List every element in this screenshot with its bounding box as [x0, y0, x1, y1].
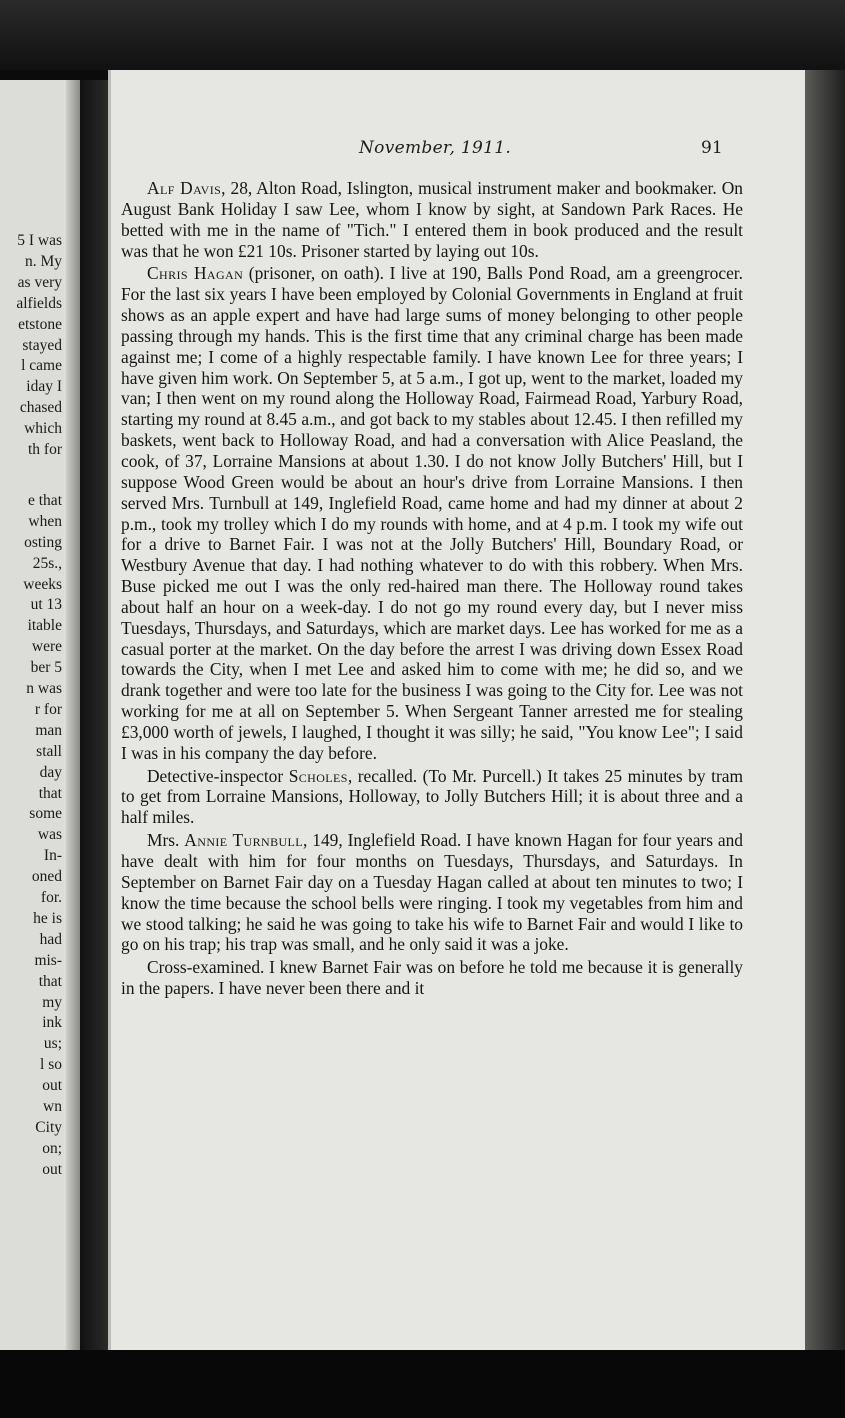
facing-page-fragment: wn [43, 1098, 62, 1115]
facing-page-left [0, 80, 80, 1350]
facing-page-fragment: ut 13 [30, 596, 62, 614]
facing-page-fragment: r for [34, 700, 62, 718]
facing-page-fragment: In- [43, 847, 62, 865]
page-header [111, 138, 813, 162]
facing-page-fragment: mis- [34, 951, 62, 969]
witness-prefix: Mrs. [147, 830, 185, 851]
facing-page-fragment: that [38, 784, 62, 802]
page-body [121, 178, 743, 999]
facing-page-fragment: n was [26, 680, 62, 697]
facing-page-fragment: were [31, 638, 62, 656]
witness-name: Alf Davis [147, 178, 222, 198]
facing-page-fragment: oned [31, 868, 62, 886]
facing-page-fragment: ink [42, 1014, 62, 1032]
facing-page-fragment: on; [42, 1139, 62, 1157]
paragraph-cross-examined [121, 957, 743, 999]
witness-name: Scholes [288, 765, 348, 786]
facing-page-fragment: for. [40, 889, 62, 906]
facing-page-fragment: e that [28, 491, 62, 509]
facing-page-fragment: stall [36, 742, 62, 760]
facing-page-fragment: stayed [22, 336, 62, 354]
facing-page-fragment: that [38, 972, 62, 990]
facing-page-fragment: l came [21, 357, 62, 375]
facing-page-fragment: he is [33, 909, 62, 927]
facing-page-fragment: day [39, 763, 62, 781]
book-gutter [80, 80, 110, 1350]
facing-page-fragment: itable [27, 617, 62, 635]
facing-page-fragment: had [39, 930, 62, 948]
paragraph-text: , 149, Inglefield Road. I have known Hagan for four years and have dealt with him for four months on Tuesdays, Thursdays, and Saturdays. In September on Barnet Fair day on a Tuesday Hagan called at about ten minutes to two; I know the time because the school bells were ringing. I took my vegetables from him and we stood talking; he said he was going to take his wife to Barnet Fair and would I like to go on his trap; his trap was small, and he only said it was a joke. [121, 830, 743, 955]
facing-page-fragment: weeks [23, 575, 62, 593]
facing-page-fragment: my [42, 993, 62, 1011]
paragraph-chris-hagan [121, 263, 743, 763]
paragraph-text: (prisoner, on oath). I live at 190, Balls Pond Road, am a greengrocer. For the last six years I have been employed by Colonial Governments in England at fruit shows as an apple expert and have had large sums of money belonging to other people passing through my hands. This is the first time that any criminal charge has been made against me; I come of a highly respectable family. I have known Lee for three years; I have given him work. On September 5, at 5 a.m., I got up, went to the market, loaded my van; I then went on my round along the Holloway Road, Fairmead Road, Yarbury Road, starting my round at 8.45 a.m., and got back to my stables about 12.45. I then refilled my baskets, went back to Holloway Road, and had a conversation with Alice Peasland, the cook, of 37, Lorraine Mansions at about 1.30. I do not know Jolly Butchers' Hill, but I suppose Wood Green would be about an hour's drive from Lorraine Mansions. I then served Mrs. Turnbull at 149, Inglefield Road, came home and had my dinner at about 2 p.m., took my trolley which I do my rounds with home, and at 4 p.m. I took my wife out for a drive to Barnet Fair. I was not at the Jolly Butchers' Hill, Boundary Road, or Westbury Avenue that day. I had nothing whatever to do with this robbery. When Mrs. Buse picked me out I was the only red-haired man there. The Holloway round takes about half an hour on a week-day. I do not go my round every day, but I never miss Tuesdays, Thursdays, and Saturdays, which are market days. Lee has worked for me as a casual porter at the market. On the day before the arrest I was driving down Essex Road towards the City, when I met Lee and asked him to come with me; he did so, and we drank together and were too late for the business I was going to the City for. Lee was not working for me at all on September 5. When Sergeant Tanner arrested me for stealing £3,000 worth of jewels, I laughed, I thought it was silly; he said, "You know Lee"; I said I was in his company the day before. [121, 263, 743, 763]
paragraph-scholes [121, 766, 743, 829]
facing-page-fragment: us; [43, 1035, 62, 1053]
witness-name: Annie Turnbull [184, 830, 304, 851]
page-number: 91 [701, 138, 723, 158]
facing-page-fragment: osting [24, 533, 62, 551]
facing-page-fragment: iday I [26, 378, 62, 396]
facing-page-fragment: n. My [24, 252, 62, 270]
facing-page-edge [66, 80, 80, 1350]
top-shadow-band [0, 0, 845, 70]
paragraph-annie-turnbull [121, 830, 743, 955]
facing-page-fragment: man [35, 721, 62, 739]
facing-page-fragment: l so [40, 1056, 62, 1074]
page-right-shadow [805, 70, 845, 1352]
witness-name: Chris Hagan [147, 263, 244, 284]
witness-prefix: Detective-inspector [147, 765, 289, 786]
bottom-shadow-band [0, 1350, 845, 1418]
paragraph-text: , recalled. (To Mr. Purcell.) It takes 25 minutes by tram to get from Lorraine Mansions, Holloway, to Jolly Butchers Hill; it is about three and a half miles. [121, 765, 743, 828]
facing-page-fragment: etstone [18, 315, 62, 333]
facing-page-fragment: was [37, 826, 62, 844]
facing-page-fragment: 5 I was [17, 232, 62, 249]
paragraph-text: , 28, Alton Road, Islington, musical instrument maker and bookmaker. On August Bank Holiday I saw Lee, whom I know by sight, at Sandown Park Races. He betted with me in the name of "Tich." I entered them in book produced and the result was that he won £21 10s. Prisoner started by laying out 10s. [121, 178, 743, 261]
facing-page-fragment: City [35, 1118, 62, 1136]
facing-page-fragment: 25s., [32, 554, 62, 572]
facing-page-fragment: th for [27, 441, 62, 458]
facing-page-fragment: alfields [16, 294, 62, 312]
paragraph-text: Cross-examined. I knew Barnet Fair was on before he told me because it is generally in the papers. I have never been there and it [121, 957, 743, 999]
facing-page-fragment: when [28, 512, 62, 530]
paragraph-alf-davis [121, 178, 743, 261]
facing-page-fragment: out [42, 1160, 62, 1178]
facing-page-fragment: which [24, 420, 62, 438]
facing-page-fragment: chased [19, 399, 62, 417]
facing-page-fragment: out [42, 1077, 62, 1095]
facing-page-fragment: as very [17, 273, 62, 291]
running-head: November, 1911. [359, 138, 512, 158]
facing-page-fragment: ber 5 [30, 659, 62, 677]
book-page [108, 70, 813, 1352]
facing-page-fragment: some [29, 805, 62, 823]
